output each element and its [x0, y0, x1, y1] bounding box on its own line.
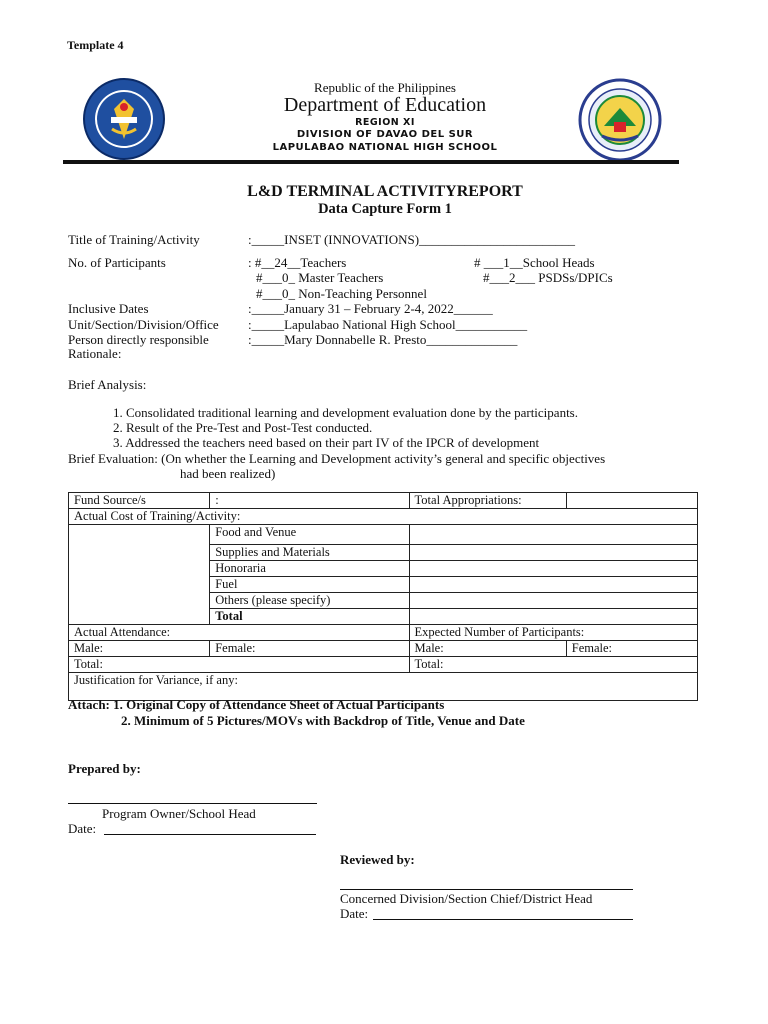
reviewed-date-line — [373, 919, 633, 920]
unit-label: Unit/Section/Division/Office — [68, 317, 219, 332]
cost-total-value — [409, 609, 697, 625]
actual-attendance-label: Actual Attendance: — [69, 625, 410, 641]
cost-value — [409, 545, 697, 561]
table-row — [69, 509, 698, 525]
table-row — [69, 525, 698, 545]
deped-seal-logo — [82, 77, 166, 161]
republic-text: Republic of the Philippines — [314, 80, 456, 95]
form-subtitle: Data Capture Form 1 — [318, 201, 452, 217]
expected-male-label: Male: — [409, 641, 566, 657]
reviewed-by-label: Reviewed by: — [340, 852, 415, 867]
expected-female-label: Female: — [566, 641, 697, 657]
region-text: REGION XI — [355, 117, 415, 128]
reviewed-date-label: Date: — [340, 906, 369, 921]
fund-source-value: : — [210, 493, 409, 509]
table-row — [69, 625, 698, 641]
training-title-value: :_____INSET (INNOVATIONS)________________________ — [248, 232, 576, 247]
prepared-role: Program Owner/School Head — [102, 806, 256, 821]
analysis-label: Brief Analysis: — [68, 377, 147, 392]
actual-male-label: Male: — [69, 641, 210, 657]
total-appropriations-value — [566, 493, 697, 509]
cost-value — [409, 561, 697, 577]
school-seal-logo — [578, 78, 662, 162]
fund-table — [68, 492, 698, 701]
cost-value — [409, 577, 697, 593]
evaluation-text: Brief Evaluation: (On whether the Learning and Development activity’s general and specific objectives — [68, 451, 606, 466]
unit-value: :_____Lapulabao National High School___________ — [248, 317, 528, 332]
cost-item: Supplies and Materials — [210, 545, 409, 561]
expected-participants-label: Expected Number of Participants: — [409, 625, 697, 641]
person-label: Person directly responsible — [68, 332, 209, 347]
actual-female-label: Female: — [210, 641, 409, 657]
prepared-date-line — [104, 834, 316, 835]
analysis-item: 3. Addressed the teachers need based on their part IV of the IPCR of development — [113, 435, 540, 450]
report-title: L&D TERMINAL ACTIVITYREPORT — [247, 183, 523, 200]
reviewed-role: Concerned Division/Section Chief/District Head — [340, 891, 593, 906]
header-divider — [63, 160, 679, 164]
department-title: Department of Education — [283, 94, 487, 116]
person-value: :_____Mary Donnabelle R. Presto______________ — [248, 332, 518, 347]
training-title-label: Title of Training/Activity — [68, 232, 200, 247]
total-appropriations-label: Total Appropriations: — [409, 493, 566, 509]
cost-value — [409, 525, 697, 545]
dates-label: Inclusive Dates — [68, 301, 149, 316]
division-text: DIVISION OF DAVAO DEL SUR — [296, 129, 474, 140]
non-teaching-count: #___0_ Non-Teaching Personnel — [256, 286, 427, 301]
table-row — [69, 493, 698, 509]
psds-count: #___2___ PSDSs/DPICs — [483, 270, 613, 285]
attach-item-1: Attach: 1. Original Copy of Attendance Sheet of Actual Participants — [68, 697, 445, 712]
prepared-date-label: Date: — [68, 821, 97, 836]
table-row — [69, 641, 698, 657]
master-teachers-count: #___0_ Master Teachers — [256, 270, 384, 285]
fund-source-label: Fund Source/s — [69, 493, 210, 509]
cost-blank-cell — [69, 525, 210, 625]
teachers-count: : #__24__Teachers — [248, 255, 347, 270]
cost-item: Others (please specify) — [210, 593, 409, 609]
reviewed-signature-line — [340, 889, 633, 890]
expected-total-label: Total: — [409, 657, 697, 673]
school-heads-count: # ___1__School Heads — [474, 255, 595, 270]
evaluation-text-cont: had been realized) — [180, 466, 276, 481]
analysis-item: 2. Result of the Pre-Test and Post-Test conducted. — [113, 420, 373, 435]
participants-label: No. of Participants — [68, 255, 166, 270]
dates-value: :_____January 31 – February 2-4, 2022______ — [248, 301, 493, 316]
cost-item: Fuel — [210, 577, 409, 593]
cost-total-label: Total — [210, 609, 409, 625]
prepared-signature-line — [68, 803, 317, 804]
template-label: Template 4 — [67, 38, 124, 52]
prepared-by-label: Prepared by: — [68, 761, 141, 776]
analysis-item: 1. Consolidated traditional learning and development evaluation done by the participants. — [113, 405, 578, 420]
school-name-text: LAPULABAO NATIONAL HIGH SCHOOL — [272, 142, 498, 153]
justification-label: Justification for Variance, if any: — [69, 673, 698, 701]
actual-total-label: Total: — [69, 657, 410, 673]
attach-item-2: 2. Minimum of 5 Pictures/MOVs with Backdrop of Title, Venue and Date — [121, 713, 525, 728]
cost-value — [409, 593, 697, 609]
cost-item: Food and Venue — [210, 525, 409, 545]
table-row — [69, 657, 698, 673]
rationale-label: Rationale: — [68, 346, 122, 361]
cost-item: Honoraria — [210, 561, 409, 577]
actual-cost-label: Actual Cost of Training/Activity: — [69, 509, 698, 525]
